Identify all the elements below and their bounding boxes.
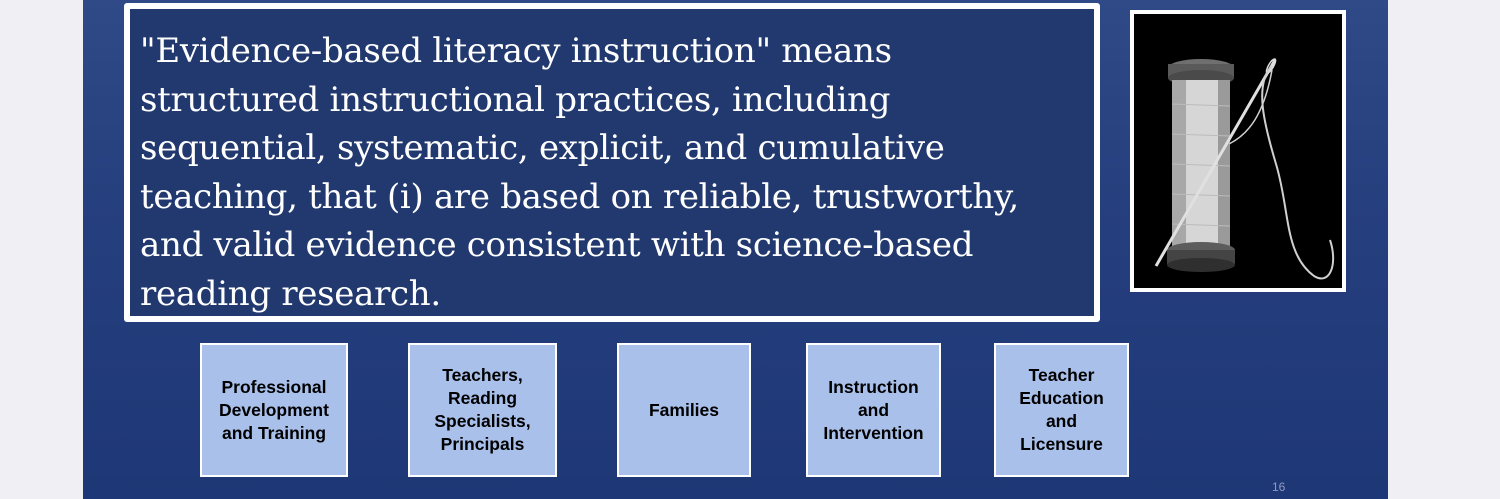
presentation-slide	[83, 0, 1388, 499]
definition-quote-text: "Evidence-based literacy instruction" means structured instructional practices, including sequential, systematic, explicit, and cumulative teaching, that (i) are based on reliable, trustworthy, and valid evidence consistent with science-based reading research.	[140, 31, 1019, 314]
card-label: Teachers, Reading Specialists, Principals	[434, 365, 531, 454]
card-instruction-intervention	[806, 343, 941, 477]
card-label: Instruction and Intervention	[823, 376, 924, 443]
card-professional-development	[200, 343, 348, 477]
card-label: Professional Development and Training	[219, 376, 329, 443]
spool-needle-image	[1130, 10, 1346, 292]
page-number: 16	[1272, 480, 1286, 494]
definition-quote-box	[124, 3, 1100, 322]
spool-needle-icon	[1134, 14, 1342, 288]
card-label: Families	[648, 399, 720, 420]
card-teachers-specialists-principals	[408, 343, 557, 477]
card-label: Teacher Education and Licensure	[1019, 365, 1104, 454]
card-teacher-education-licensure	[994, 343, 1129, 477]
card-families	[617, 343, 751, 477]
